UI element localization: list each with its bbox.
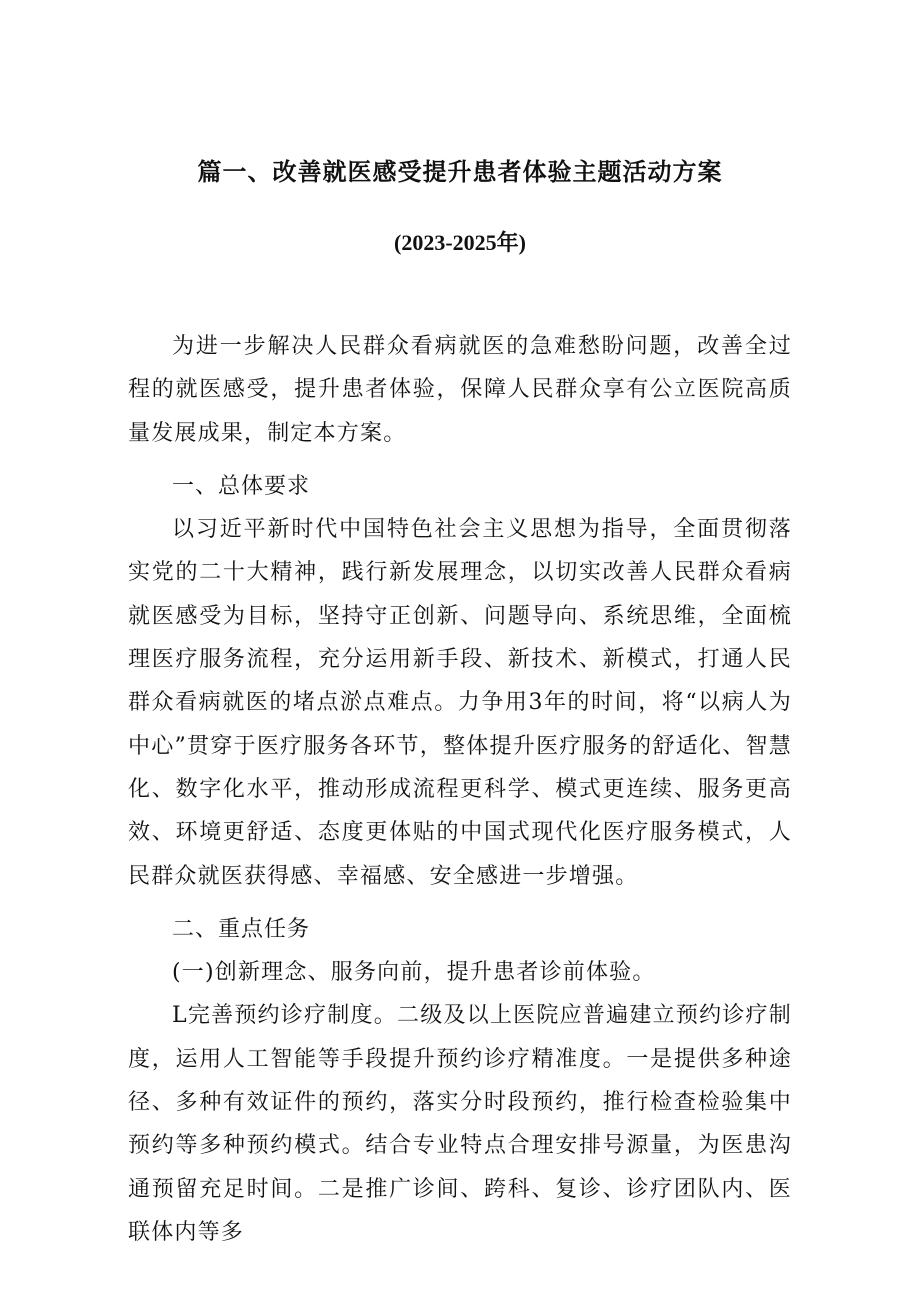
section-heading-general-requirements: 一、总体要求 (172, 473, 311, 499)
intro-paragraph: 为进一步解决人民群众看病就医的急难愁盼问题，改善全过程的就医感受，提升患者体验，保障人民群众享有公立医院高质量发展成果，制定本方案。 (128, 334, 792, 446)
document-subtitle: (2023-2025年) (394, 230, 526, 255)
document-title: 篇一、改善就医感受提升患者体验主题活动方案 (197, 158, 723, 186)
item-appointment-system-paragraph: L完善预约诊疗制度。二级及以上医院应普遍建立预约诊疗制度，运用人工智能等手段提升预约诊疗精准度。一是提供多种途径、多种有效证件的预约，落实分时段预约，推行检查检验集中预约等多种预约模式。结合专业特点合理安排号源量，为医患沟通预留充足时间。二是推广诊间、跨科、复诊、诊疗团队内、医联体内等多 (128, 1003, 792, 1245)
document-body (128, 325, 792, 1254)
section-heading-key-tasks: 二、重点任务 (172, 916, 311, 942)
subsection-heading-pre-diagnosis: (一)创新理念、服务向前，提升患者诊前体验。 (172, 960, 656, 986)
general-requirements-paragraph: 以习近平新时代中国特色社会主义思想为指导，全面贯彻落实党的二十大精神，践行新发展理念，以切实改善人民群众看病就医感受为目标，坚持守正创新、问题导向、系统思维，全面梳理医疗服务流程，充分运用新手段、新技术、新模式，打通人民群众看病就医的堵点淤点难点。力争用3年的时间，将“以病人为中心”贯穿于医疗服务各环节，整体提升医疗服务的舒适化、智慧化、数字化水平，推动形成流程更科学、模式更连续、服务更高效、环境更舒适、态度更体贴的中国式现代化医疗服务模式，人民群众就医获得感、幸福感、安全感进一步增强。 (128, 517, 792, 889)
